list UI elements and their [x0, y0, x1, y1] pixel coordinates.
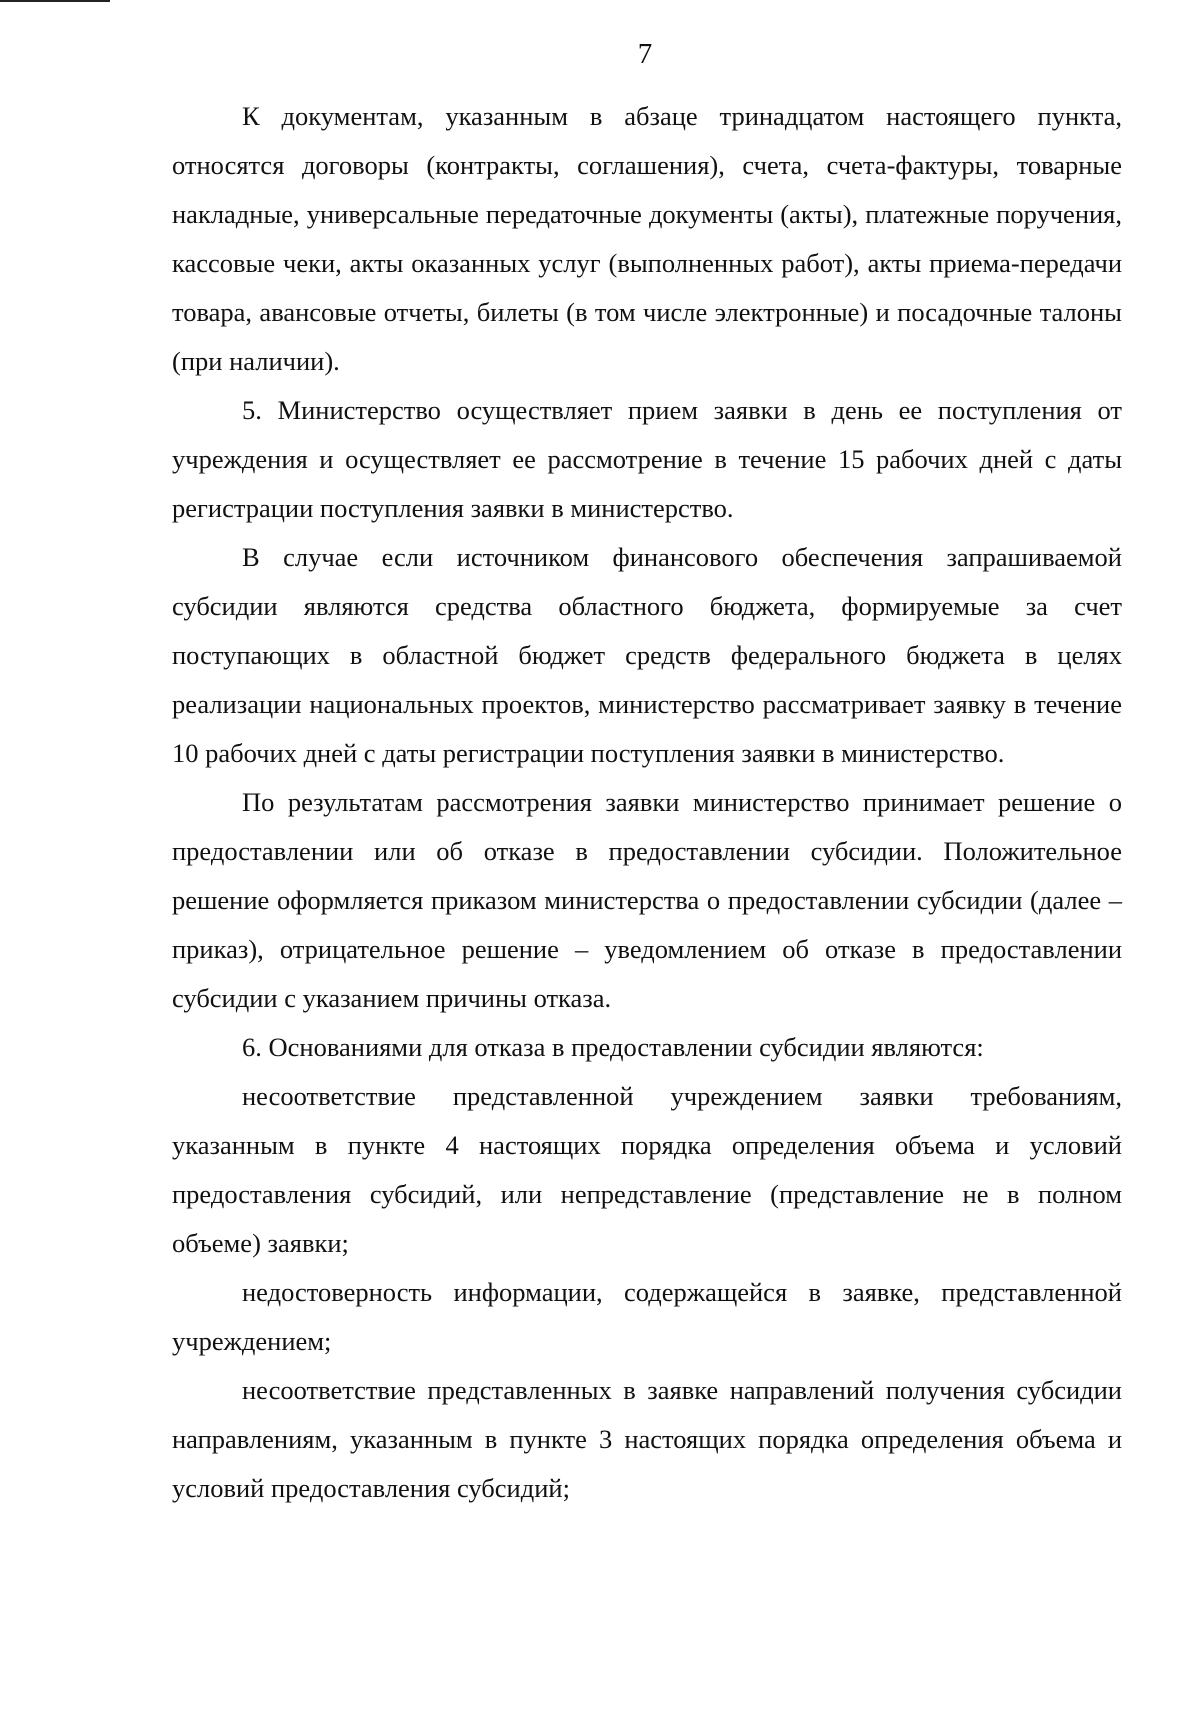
paragraph-reason-1: несоответствие представленной учреждением заявки требованиям, указанным в пункте 4 настоящих порядка определения объема и условий предоставления субсидий, или непредставление (представление не в полном объеме) заявки; [172, 1081, 1122, 1258]
document-body [172, 92, 1122, 1513]
paragraph-item-5: 5. Министерство осуществляет прием заявки в день ее поступления от учреждения и осуществляет ее рассмотрение в течение 15 рабочих дней с даты регистрации поступления заявки в министерство. [172, 395, 1122, 523]
paragraph-documents-list: К документам, указанным в абзаце тринадцатом настоящего пункта, относятся договоры (контракты, соглашения), счета, счета-фактуры, товарные накладные, универсальные передаточные документы (акты), платежные поручения, кассовые чеки, акты оказанных услуг (выполненных работ), акты приема-передачи товара, авансовые отчеты, билеты (в том числе электронные) и посадочные талоны (при наличии). [172, 101, 1122, 376]
paragraph-federal-funds: В случае если источником финансового обеспечения запрашиваемой субсидии являются средства областного бюджета, формируемые за счет поступающих в областной бюджет средств федерального бюджета в целях реализации национальных проектов, министерство рассматривает заявку в течение 10 рабочих дней с даты регистрации поступления заявки в министерство. [172, 542, 1122, 768]
paragraph-reason-2: недостоверность информации, содержащейся в заявке, представленной учреждением; [172, 1277, 1122, 1356]
paragraph-decision: По результатам рассмотрения заявки министерство принимает решение о предоставлении или об отказе в предоставлении субсидии. Положительное решение оформляется приказом министерства о предоставлении субсидии (далее – приказ), отрицательное решение – уведомлением об отказе в предоставлении субсидии с указанием причины отказа. [172, 787, 1122, 1013]
paragraph-item-6: 6. Основаниями для отказа в предоставлении субсидии являются: [242, 1032, 984, 1062]
scan-corner-line [0, 0, 110, 2]
page-number: 7 [637, 38, 653, 70]
paragraph-reason-3: несоответствие представленных в заявке направлений получения субсидии направлениям, указанным в пункте 3 настоящих порядка определения объема и условий предоставления субсидий; [172, 1375, 1122, 1503]
